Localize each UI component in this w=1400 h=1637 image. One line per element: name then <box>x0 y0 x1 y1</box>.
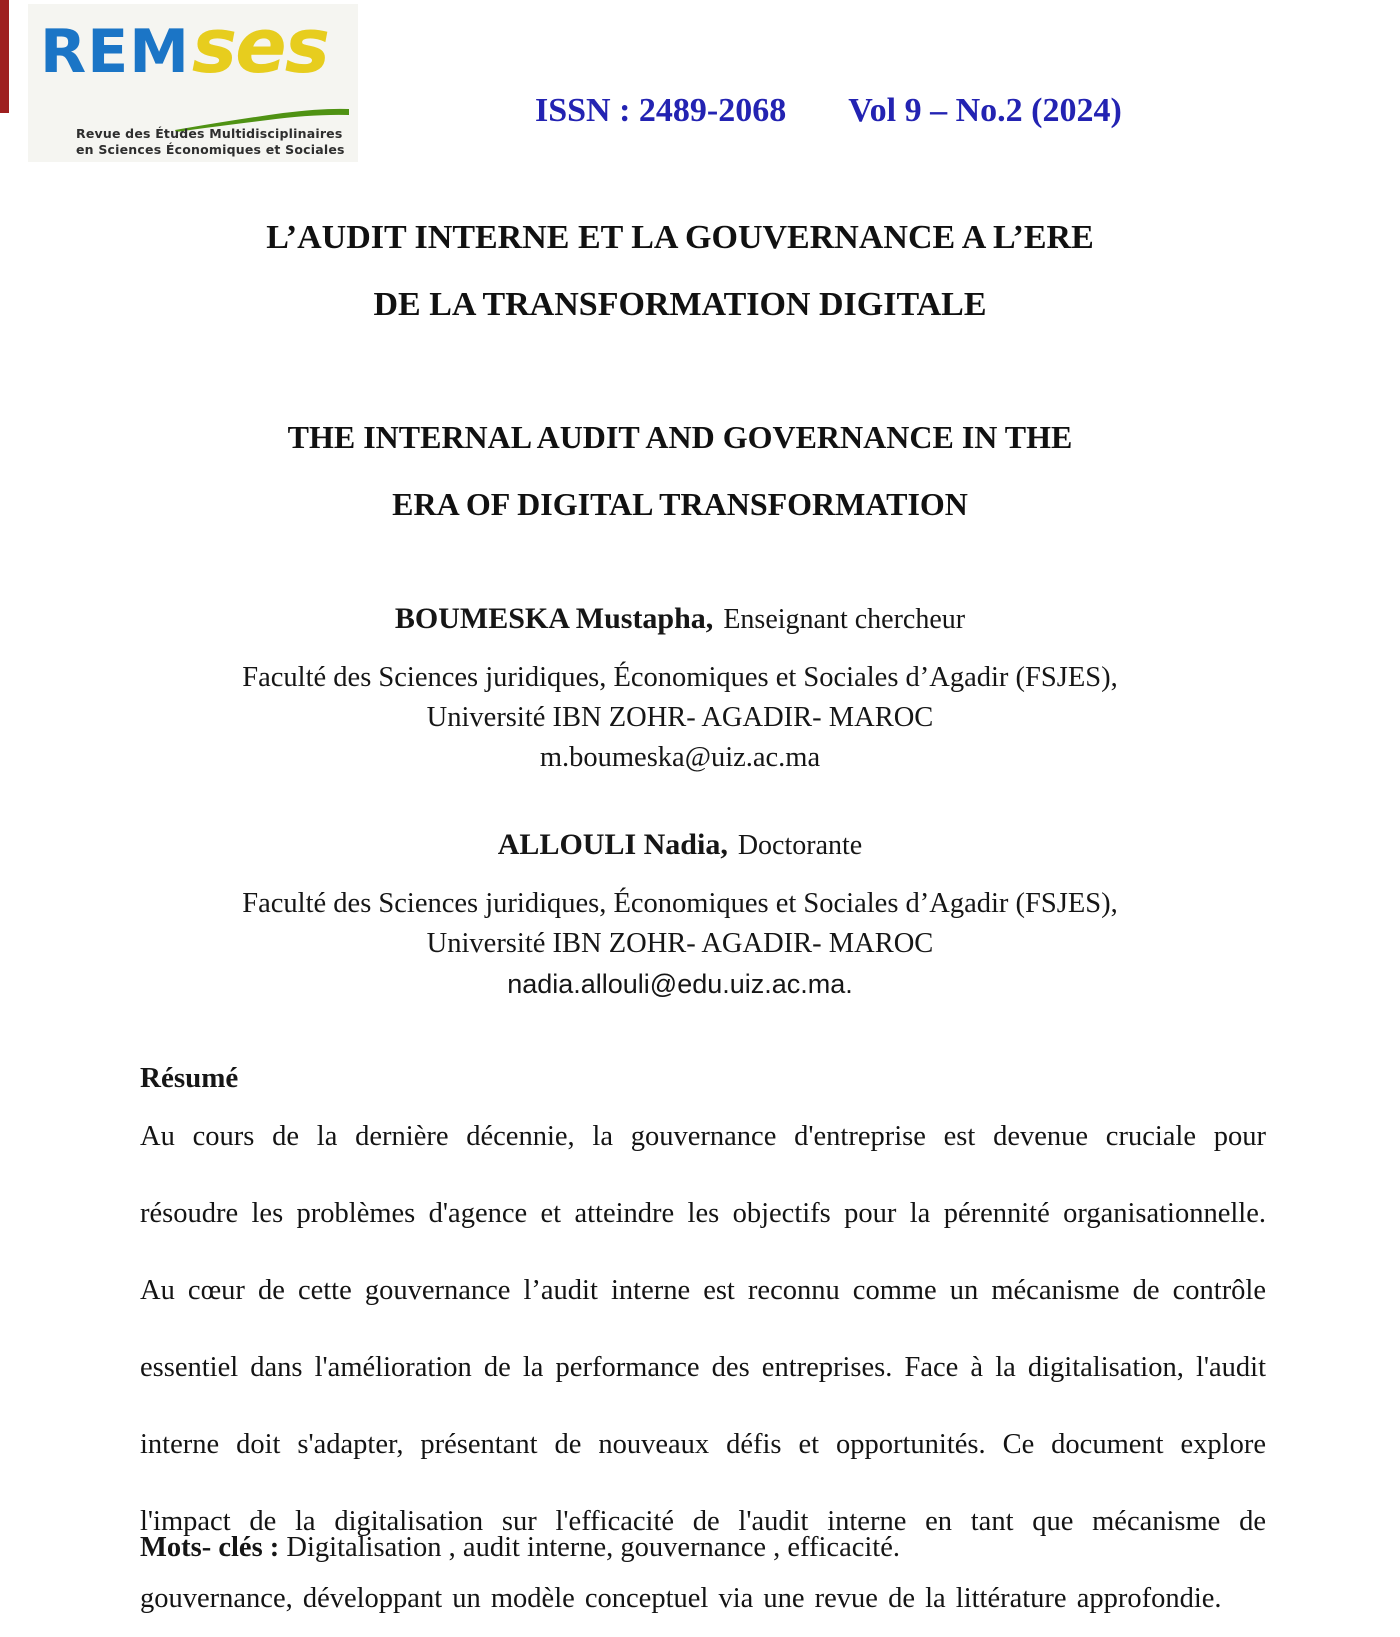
author-2-affiliation-line2: Université IBN ZOHR- AGADIR- MAROC <box>426 928 934 959</box>
article-title-en <box>20 404 1340 538</box>
journal-tagline-line1: Revue des Études Multidisciplinaires <box>76 126 343 141</box>
article-title-en-line1: THE INTERNAL AUDIT AND GOVERNANCE IN THE <box>287 419 1073 455</box>
author-1-name-line <box>20 602 1340 636</box>
journal-tagline-line2: en Sciences Économiques et Sociales <box>76 142 345 157</box>
author-2-name: ALLOULI Nadia, <box>497 828 728 861</box>
article-title-en-line2: ERA OF DIGITAL TRANSFORMATION <box>392 486 968 522</box>
keywords-label: Mots- clés : <box>140 1532 280 1563</box>
journal-logo <box>28 1 358 162</box>
keywords-line <box>140 1532 900 1564</box>
keywords-values: Digitalisation , audit interne, gouvernance , efficacité. <box>286 1532 900 1563</box>
abstract-heading: Résumé <box>140 1062 239 1094</box>
logo-rem-text: REM <box>40 17 190 87</box>
article-title-fr <box>20 204 1340 338</box>
author-2-name-line <box>20 828 1340 862</box>
abstract-paragraph: Au cours de la dernière décennie, la gouvernance d'entreprise est devenue cruciale pour résoudre les problèmes d'agence et atteindre les objectifs pour la pérennité organisationnelle. Au cœur de cette gouvernance l’audit interne est reconnu comme un mécanisme de contrôle essentiel dans l'amélioration de la performance des entreprises. Face à la digitalisation, l'audit interne doit s'adapter, présentant de nouveaux défis et opportunités. Ce document explore l'impact de la digitalisation sur l'efficacité de l'audit interne en tant que mécanisme de gouvernance, développant un modèle conceptuel via une revue de la littérature approfondie. <box>140 1121 1266 1614</box>
volume-issue: Vol 9 – No.2 (2024) <box>848 92 1122 129</box>
author-1-affiliation-line1: Faculté des Sciences juridiques, Économiques et Sociales d’Agadir (FSJES), <box>242 662 1118 693</box>
author-1-email: m.boumeska@uiz.ac.ma <box>539 742 821 773</box>
article-title-fr-line1: L’AUDIT INTERNE ET LA GOUVERNANCE A L’ERE <box>266 219 1094 256</box>
logo-ses-text: ses <box>191 1 328 90</box>
issn-volume-bar <box>535 92 1122 130</box>
author-2-role: Doctorante <box>737 830 863 861</box>
author-2-affiliation <box>20 884 1340 1004</box>
author-1-name: BOUMESKA Mustapha, <box>394 602 714 635</box>
journal-tagline <box>76 126 345 158</box>
issn-number: ISSN : 2489-2068 <box>535 92 787 129</box>
author-1-affiliation <box>20 658 1340 778</box>
author-1-role: Enseignant chercheur <box>723 604 966 635</box>
journal-logo-wordmark <box>40 1 328 90</box>
article-title-fr-line2: DE LA TRANSFORMATION DIGITALE <box>373 286 987 323</box>
author-2-affiliation-line1: Faculté des Sciences juridiques, Économiques et Sociales d’Agadir (FSJES), <box>242 888 1118 919</box>
red-corner-mark <box>0 0 9 113</box>
author-2-email: nadia.allouli@edu.uiz.ac.ma. <box>507 969 853 999</box>
author-1-affiliation-line2: Université IBN ZOHR- AGADIR- MAROC <box>426 702 934 733</box>
